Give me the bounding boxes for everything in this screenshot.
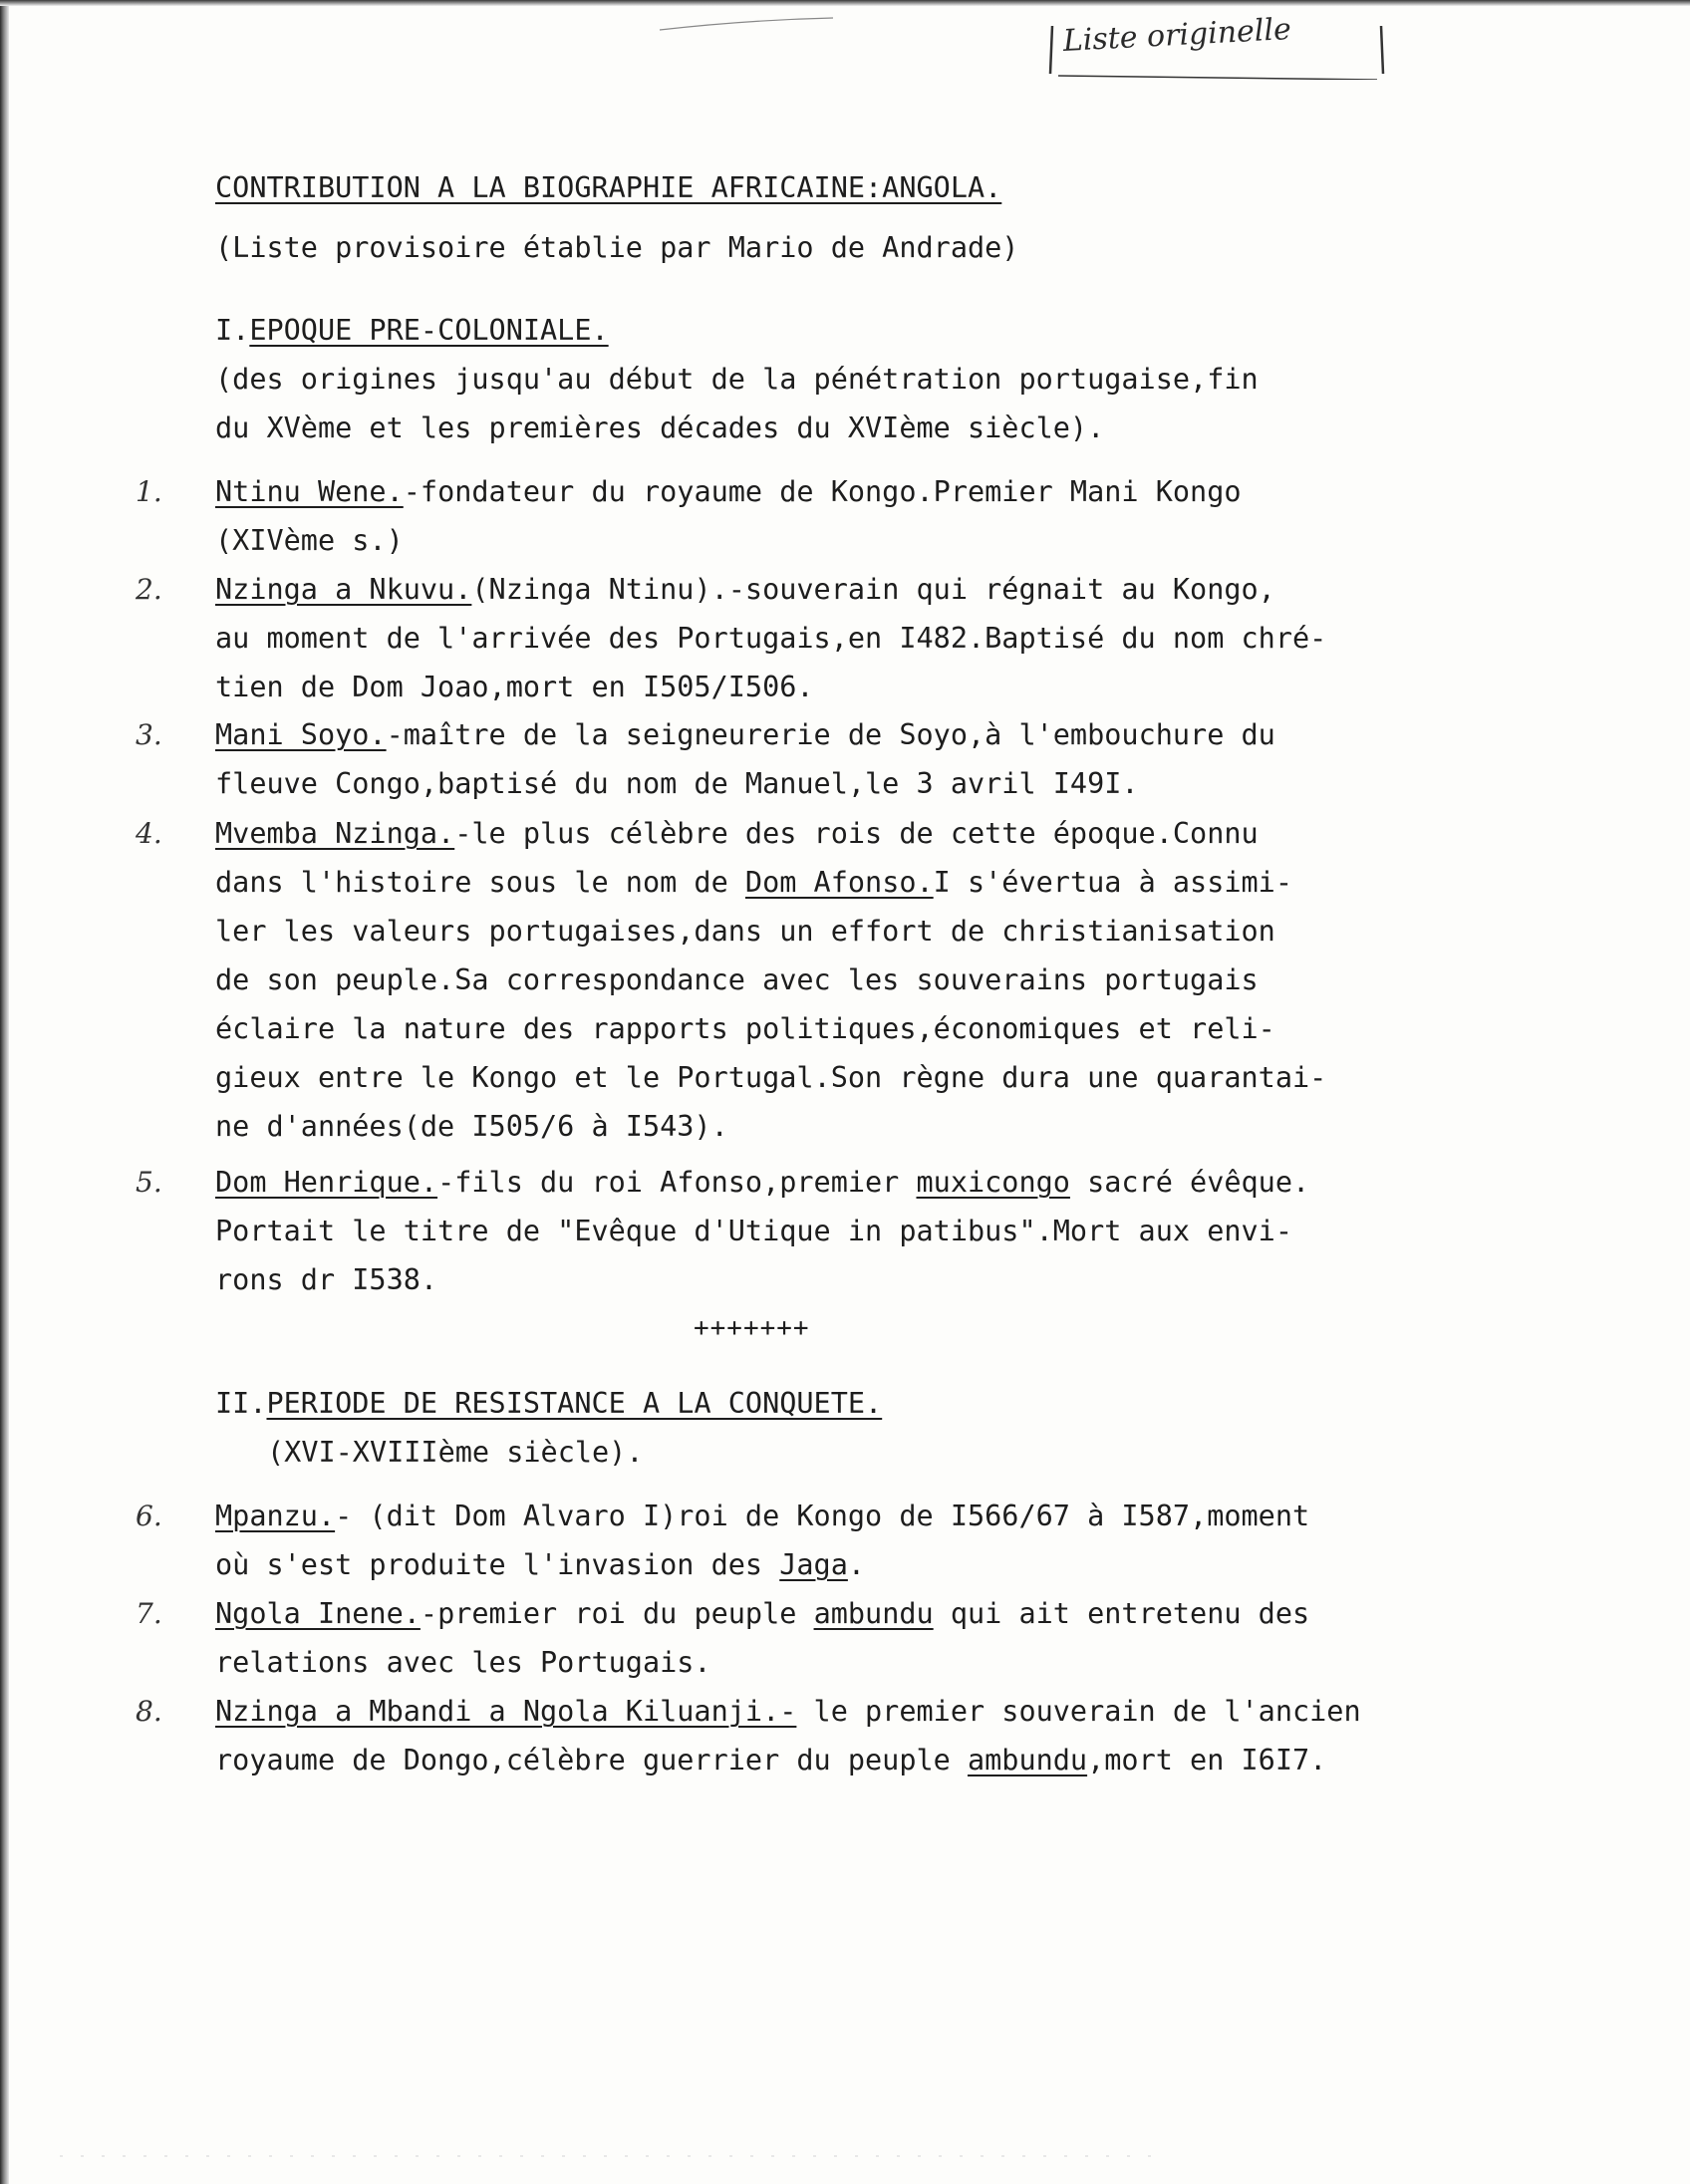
- entry-text: de son peuple.Sa correspondance avec les souverains portugais: [215, 963, 1259, 996]
- section-2-heading: PERIODE DE RESISTANCE A LA CONQUETE.: [266, 1387, 883, 1420]
- entry-text: -le plus célèbre des rois de cette époque.Connu: [454, 817, 1259, 850]
- entry-number: 4.: [136, 817, 162, 850]
- entry-text: qui ait entretenu des: [933, 1597, 1310, 1630]
- entry-underlined-term: Jaga: [779, 1548, 848, 1581]
- document-subtitle: (Liste provisoire établie par Mario de Andrade): [215, 231, 1019, 264]
- entry-name: Nzinga a Mbandi a Ngola Kiluanji.-: [215, 1695, 797, 1728]
- entry-number: 3.: [136, 718, 162, 751]
- entry-text: -fils du roi Afonso,premier: [437, 1166, 917, 1199]
- entry-text: gieux entre le Kongo et le Portugal.Son règne dura une quarantai-: [215, 1061, 1327, 1094]
- entry-name: Mvemba Nzinga.: [215, 817, 455, 850]
- entry-underlined-term: ambundu: [967, 1744, 1088, 1776]
- entry-text: -fondateur du royaume de Kongo.Premier Mani Kongo: [403, 475, 1242, 508]
- margin-note: [1044, 12, 1393, 80]
- entry-name: Ngola Inene.: [215, 1597, 421, 1630]
- entry-text: relations avec les Portugais.: [215, 1646, 711, 1679]
- scan-edge-top: [0, 0, 1690, 6]
- entry-number: 6.: [136, 1500, 162, 1532]
- scan-edge-left: [0, 0, 9, 2184]
- entry-number: 5.: [136, 1166, 162, 1199]
- entry-underlined-term: ambundu: [813, 1597, 934, 1630]
- section-1: [215, 306, 1461, 452]
- entry-name: Dom Henrique.: [215, 1166, 438, 1199]
- section-1-heading: EPOQUE PRE-COLONIALE.: [249, 314, 609, 347]
- entry-text: ler les valeurs portugaises,dans un effort de christianisation: [215, 915, 1275, 948]
- entry-text: .: [847, 1548, 866, 1581]
- entry-8: [215, 1687, 1461, 1784]
- entry-4: [215, 809, 1461, 1151]
- section-1-desc-line: (des origines jusqu'au début de la pénétration portugaise,fin: [215, 363, 1259, 396]
- entry-number: 1.: [136, 475, 162, 508]
- subtitle-block: [215, 223, 1461, 272]
- entry-text: dans l'histoire sous le nom de: [215, 866, 745, 899]
- section-separator: +++++++: [694, 1313, 810, 1343]
- entry-text: rons dr I538.: [215, 1263, 438, 1296]
- entry-number: 2.: [136, 573, 162, 606]
- entry-text: -premier roi du peuple: [420, 1597, 814, 1630]
- entry-text: ne d'années(de I505/6 à I543).: [215, 1110, 728, 1143]
- stray-pen-mark: [658, 14, 837, 34]
- entry-3: [215, 710, 1461, 808]
- entry-underlined-term: Dom Afonso.: [744, 866, 934, 899]
- entry-text: I s'évertua à assimi-: [933, 866, 1292, 899]
- section-2: [215, 1379, 1461, 1477]
- entry-name: Mpanzu.: [215, 1500, 336, 1532]
- entry-5: [215, 1158, 1461, 1304]
- entry-text: -maître de la seigneurerie de Soyo,à l'embouchure du: [386, 718, 1275, 751]
- entry-text: royaume de Dongo,célèbre guerrier du peuple: [215, 1744, 968, 1776]
- entry-text: ,mort en I6I7.: [1087, 1744, 1327, 1776]
- entry-1: [215, 467, 1461, 565]
- entry-text: sacré évêque.: [1069, 1166, 1310, 1199]
- section-1-desc-line: du XVème et les premières décades du XVIème siècle).: [215, 411, 1105, 444]
- document-title: CONTRIBUTION A LA BIOGRAPHIE AFRICAINE:ANGOLA.: [215, 171, 1002, 204]
- entry-number: 7.: [136, 1597, 162, 1630]
- entry-text: - (dit Dom Alvaro I)roi de Kongo de I566/67 à I587,moment: [335, 1500, 1310, 1532]
- section-2-desc: (XVI-XVIIIème siècle).: [267, 1436, 644, 1469]
- section-2-number: II.: [215, 1387, 267, 1420]
- title-block: [215, 163, 1461, 212]
- entry-text: (XIVème s.): [215, 524, 404, 557]
- entry-text: Portait le titre de "Evêque d'Utique in patibus".Mort aux envi-: [215, 1215, 1292, 1247]
- entry-number: 8.: [136, 1695, 162, 1728]
- entry-text: au moment de l'arrivée des Portugais,en I482.Baptisé du nom chré-: [215, 622, 1327, 655]
- entry-text: où s'est produite l'invasion des: [215, 1548, 780, 1581]
- entry-text: le premier souverain de l'ancien: [796, 1695, 1361, 1728]
- entry-name: Mani Soyo.: [215, 718, 387, 751]
- entry-text: fleuve Congo,baptisé du nom de Manuel,le 3 avril I49I.: [215, 767, 1139, 800]
- entry-text: (Nzinga Ntinu).-souverain qui régnait au Kongo,: [471, 573, 1275, 606]
- section-1-number: I.: [215, 314, 250, 347]
- entry-2: [215, 565, 1461, 711]
- entry-text: éclaire la nature des rapports politiques,économiques et reli-: [215, 1012, 1275, 1045]
- entry-7: [215, 1589, 1461, 1687]
- entry-text: tien de Dom Joao,mort en I505/I506.: [215, 671, 814, 703]
- margin-note-text: Liste originelle: [1062, 12, 1292, 59]
- entry-6: [215, 1492, 1461, 1589]
- entry-name: Nzinga a Nkuvu.: [215, 573, 472, 606]
- entry-underlined-term: muxicongo: [916, 1166, 1070, 1199]
- entry-name: Ntinu Wene.: [215, 475, 404, 508]
- scan-specks: [60, 2152, 1156, 2160]
